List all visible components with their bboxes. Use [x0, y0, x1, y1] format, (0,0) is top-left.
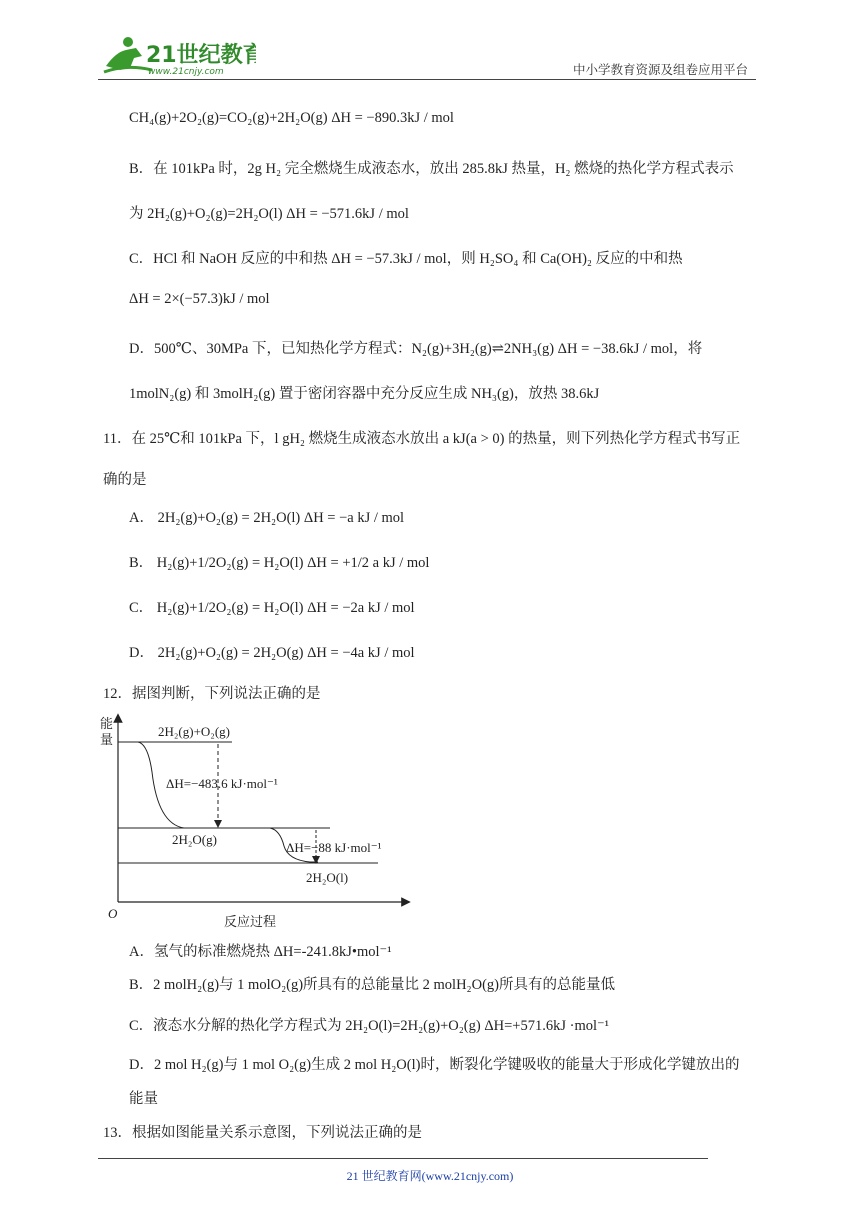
dh2-label: ΔH=−88 kJ·mol⁻¹: [286, 840, 382, 855]
site-logo: [96, 34, 256, 78]
energy-diagram: [96, 712, 416, 932]
svg-text:www.21cnjy.com: www.21cnjy.com: [148, 67, 224, 77]
mid-level-label: 2H₂O(g): [172, 832, 217, 847]
x-axis-label: 反应过程: [224, 914, 277, 929]
q11-stem-line1: 11．在 25℃和 101kPa 下，l gH₂ 燃烧生成液态水放出 a kJ(a > 0) 的热量，则下列热化学方程式书写正: [103, 431, 741, 447]
svg-text:21世纪教育: 21世纪教育: [146, 43, 256, 68]
platform-name: 中小学教育资源及组卷应用平台: [573, 62, 749, 77]
q12-stem: 12．据图判断，下列说法正确的是: [103, 686, 321, 702]
q12-option-c: C．液态水分解的热化学方程式为 2H₂O(l)=2H₂(g)+O₂(g) ΔH=+571.6kJ ·mol⁻¹: [129, 1018, 610, 1034]
q11-option-d: D． 2H₂(g)+O₂(g) = 2H₂O(g) ΔH = −4a kJ / mol: [129, 645, 415, 661]
q12-option-d-line2: 能量: [129, 1091, 158, 1107]
q10-option-a-cont: CH₄(g)+2O₂(g)=CO₂(g)+2H₂O(g) ΔH = −890.3kJ / mol: [129, 110, 454, 126]
q10-option-d-line1: D．500℃、30MPa 下，已知热化学方程式：N₂(g)+3H₂(g)⇌2NH₃(g) ΔH = −38.6kJ / mol，将: [129, 341, 703, 357]
top-level-label: 2H₂(g)+O₂(g): [158, 724, 230, 739]
origin-label: O: [108, 906, 118, 921]
q10-option-b-line1: B．在 101kPa 时，2g H₂ 完全燃烧生成液态水，放出 285.8kJ 热量，H₂ 燃烧的热化学方程式表示: [129, 161, 734, 177]
q10-option-c-line1: C．HCl 和 NaOH 反应的中和热 ΔH = −57.3kJ / mol，则 H₂SO₄ 和 Ca(OH)₂ 反应的中和热: [129, 251, 683, 267]
q12-option-b: B．2 molH₂(g)与 1 molO₂(g)所具有的总能量比 2 molH₂O(g)所具有的总能量低: [129, 977, 615, 993]
dh1-label: ΔH=−483.6 kJ·mol⁻¹: [166, 776, 278, 791]
low-level-label: 2H₂O(l): [306, 870, 349, 885]
footer-text[interactable]: 21 世纪教育网(www.21cnjy.com): [346, 1169, 514, 1183]
q12-option-a: A．氢气的标准燃烧热 ΔH=-241.8kJ•mol⁻¹: [129, 944, 392, 960]
q10-option-b-line2: 为 2H₂(g)+O₂(g)=2H₂O(l) ΔH = −571.6kJ / mol: [129, 206, 409, 222]
q10-option-d-line2: 1molN₂(g) 和 3molH₂(g) 置于密闭容器中充分反应生成 NH₃(g)，放热 38.6kJ: [129, 386, 600, 402]
header-divider: [98, 79, 756, 80]
q12-option-d-line1: D．2 mol H₂(g)与 1 mol O₂(g)生成 2 mol H₂O(l)时，断裂化学键吸收的能量大于形成化学键放出的: [129, 1057, 740, 1073]
q11-option-b: B． H₂(g)+1/2O₂(g) = H₂O(l) ΔH = +1/2 a kJ / mol: [129, 555, 430, 571]
footer-divider: [98, 1158, 708, 1159]
y-axis-label-2: 量: [100, 732, 114, 747]
q11-option-a: A． 2H₂(g)+O₂(g) = 2H₂O(l) ΔH = −a kJ / mol: [129, 510, 405, 526]
q11-option-c: C． H₂(g)+1/2O₂(g) = H₂O(l) ΔH = −2a kJ / mol: [129, 600, 415, 616]
q10-option-c-line2: ΔH = 2×(−57.3)kJ / mol: [129, 291, 270, 307]
q11-stem-line2: 确的是: [103, 472, 147, 488]
q13-stem: 13．根据如图能量关系示意图，下列说法正确的是: [103, 1125, 422, 1141]
y-axis-label-1: 能: [100, 716, 114, 731]
